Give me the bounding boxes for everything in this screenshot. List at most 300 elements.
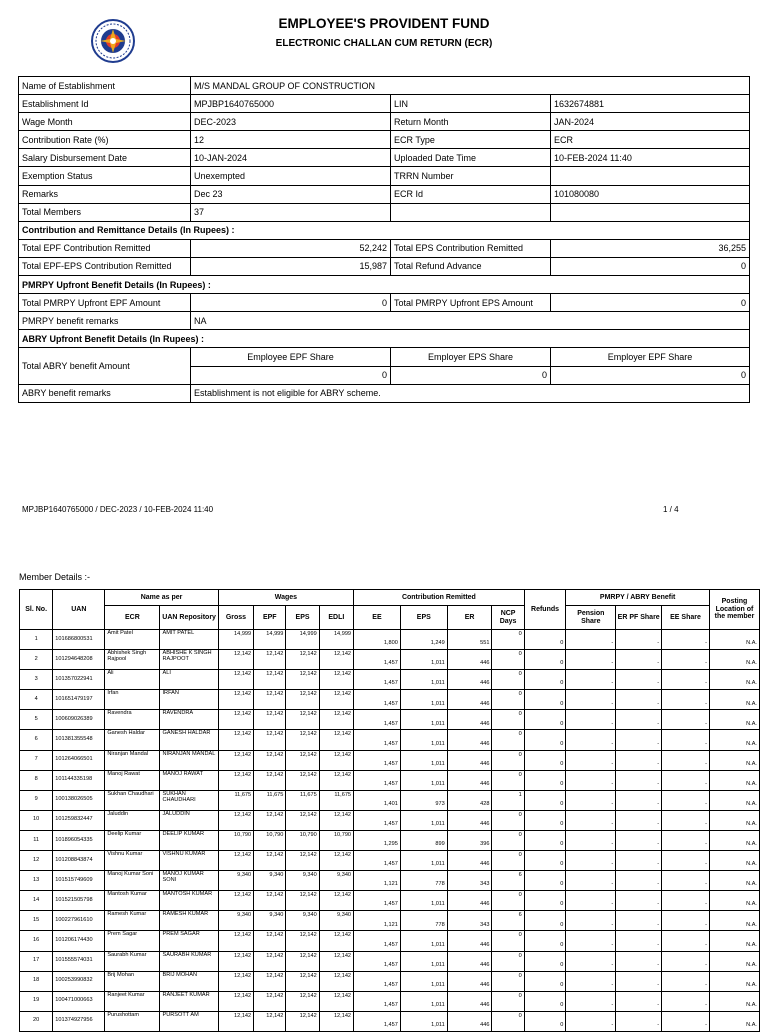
info-label: Exemption Status bbox=[19, 167, 191, 185]
info-label: Establishment Id bbox=[19, 95, 191, 113]
col-ee-share: EE Share bbox=[662, 606, 710, 630]
er-pf-share-cell: - bbox=[616, 810, 662, 830]
er-pf-share-cell: - bbox=[616, 991, 662, 1011]
info-row bbox=[19, 294, 750, 312]
epf-wage-cell: 12,142 bbox=[254, 851, 286, 871]
uan-repo-name-cell: RAMESH KUMAR bbox=[160, 911, 218, 931]
posting-location-cell: N.A. bbox=[709, 871, 759, 891]
gross-wage-cell: 9,340 bbox=[218, 911, 253, 931]
table-row bbox=[20, 871, 760, 891]
er-contribution-cell: 446 bbox=[447, 770, 492, 790]
ecr-name-cell: Ranjeet Kumar bbox=[105, 991, 160, 1011]
gross-wage-cell: 10,790 bbox=[218, 830, 253, 850]
gross-wage-cell: 12,142 bbox=[218, 971, 253, 991]
ee-share-cell: - bbox=[662, 630, 710, 650]
epf-wage-cell: 12,142 bbox=[254, 971, 286, 991]
ncp-days-cell: 0 bbox=[492, 630, 524, 650]
refunds-cell: 0 bbox=[524, 810, 566, 830]
ncp-days-cell: 0 bbox=[492, 690, 524, 710]
ee-share-cell: - bbox=[662, 911, 710, 931]
posting-location-cell: N.A. bbox=[709, 991, 759, 1011]
info-label: Total EPF-EPS Contribution Remitted bbox=[19, 257, 191, 275]
info-label: Total Refund Advance bbox=[391, 257, 551, 275]
uan-repo-name-cell: SAURABH KUMAR bbox=[160, 951, 218, 971]
table-row bbox=[20, 1011, 760, 1031]
pension-share-cell: - bbox=[566, 871, 616, 891]
uan-repo-name-cell: MANOJ KUMAR SONI bbox=[160, 871, 218, 891]
col-eps-contribution: EPS bbox=[400, 606, 447, 630]
refunds-cell: 0 bbox=[524, 871, 566, 891]
epf-eps-remitted: 15,987 bbox=[191, 257, 391, 275]
eps-contribution-cell: 1,011 bbox=[400, 770, 447, 790]
table-row bbox=[20, 650, 760, 670]
eps-wage-cell: 12,142 bbox=[286, 650, 319, 670]
sl-no-cell: 7 bbox=[20, 750, 53, 770]
info-row bbox=[19, 131, 750, 149]
ecr-name-cell: Manoj Kumar Soni bbox=[105, 871, 160, 891]
refunds-cell: 0 bbox=[524, 830, 566, 850]
edli-wage-cell: 14,999 bbox=[319, 630, 353, 650]
col-er: ER bbox=[447, 606, 492, 630]
ee-share-cell: - bbox=[662, 931, 710, 951]
er-pf-share-cell: - bbox=[616, 951, 662, 971]
uan-cell: 101357022941 bbox=[53, 670, 105, 690]
uan-cell: 101374927956 bbox=[53, 1011, 105, 1031]
col-pension-share: Pension Share bbox=[566, 606, 616, 630]
eps-wage-cell: 12,142 bbox=[286, 670, 319, 690]
gross-wage-cell: 12,142 bbox=[218, 690, 253, 710]
edli-wage-cell: 12,142 bbox=[319, 851, 353, 871]
pension-share-cell: - bbox=[566, 730, 616, 750]
ee-contribution-cell: 1,295 bbox=[354, 830, 401, 850]
ecr-name-cell: Brij Mohan bbox=[105, 971, 160, 991]
ncp-days-cell: 0 bbox=[492, 991, 524, 1011]
er-contribution-cell: 446 bbox=[447, 1011, 492, 1031]
gross-wage-cell: 12,142 bbox=[218, 750, 253, 770]
sl-no-cell: 4 bbox=[20, 690, 53, 710]
er-pf-share-cell: - bbox=[616, 670, 662, 690]
pension-share-cell: - bbox=[566, 951, 616, 971]
lin-value: 1632674881 bbox=[551, 95, 750, 113]
info-label: Uploaded Date Time bbox=[391, 149, 551, 167]
ecr-name-cell: Ramesh Kumar bbox=[105, 911, 160, 931]
establishment-info-table bbox=[18, 76, 750, 403]
epf-wage-cell: 12,142 bbox=[254, 710, 286, 730]
ee-share-cell: - bbox=[662, 690, 710, 710]
header-row bbox=[20, 590, 760, 606]
info-label: TRRN Number bbox=[391, 167, 551, 185]
edli-wage-cell: 11,675 bbox=[319, 790, 353, 810]
sl-no-cell: 9 bbox=[20, 790, 53, 810]
ee-share-cell: - bbox=[662, 750, 710, 770]
pension-share-cell: - bbox=[566, 810, 616, 830]
epf-wage-cell: 12,142 bbox=[254, 931, 286, 951]
eps-wage-cell: 12,142 bbox=[286, 810, 319, 830]
eps-contribution-cell: 1,011 bbox=[400, 650, 447, 670]
table-row bbox=[20, 971, 760, 991]
refunds-cell: 0 bbox=[524, 650, 566, 670]
er-contribution-cell: 446 bbox=[447, 951, 492, 971]
er-contribution-cell: 446 bbox=[447, 991, 492, 1011]
info-row bbox=[19, 257, 750, 275]
ee-contribution-cell: 1,457 bbox=[354, 1011, 401, 1031]
ecr-name-cell: Deelip Kumar bbox=[105, 830, 160, 850]
er-pf-share-cell: - bbox=[616, 770, 662, 790]
gross-wage-cell: 12,142 bbox=[218, 810, 253, 830]
col-ee: EE bbox=[354, 606, 401, 630]
er-contribution-cell: 446 bbox=[447, 931, 492, 951]
epf-wage-cell: 12,142 bbox=[254, 810, 286, 830]
ee-share-cell: - bbox=[662, 810, 710, 830]
pension-share-cell: - bbox=[566, 891, 616, 911]
ncp-days-cell: 0 bbox=[492, 730, 524, 750]
ee-contribution-cell: 1,457 bbox=[354, 770, 401, 790]
uan-cell: 101208843874 bbox=[53, 851, 105, 871]
posting-location-cell: N.A. bbox=[709, 931, 759, 951]
eps-wage-cell: 12,142 bbox=[286, 750, 319, 770]
er-pf-share-cell: - bbox=[616, 871, 662, 891]
gross-wage-cell: 14,999 bbox=[218, 630, 253, 650]
table-row bbox=[20, 951, 760, 971]
table-row bbox=[20, 991, 760, 1011]
uploaded-date: 10-FEB-2024 11:40 bbox=[551, 149, 750, 167]
member-rows bbox=[20, 630, 760, 1032]
eps-wage-cell: 12,142 bbox=[286, 690, 319, 710]
gross-wage-cell: 9,340 bbox=[218, 871, 253, 891]
epf-wage-cell: 11,675 bbox=[254, 790, 286, 810]
gross-wage-cell: 12,142 bbox=[218, 650, 253, 670]
eps-wage-cell: 12,142 bbox=[286, 951, 319, 971]
ee-share-cell: - bbox=[662, 971, 710, 991]
pension-share-cell: - bbox=[566, 1011, 616, 1031]
ncp-days-cell: 0 bbox=[492, 851, 524, 871]
er-pf-share-cell: - bbox=[616, 730, 662, 750]
uan-repo-name-cell: PURSOTT AM bbox=[160, 1011, 218, 1031]
info-label: Remarks bbox=[19, 185, 191, 203]
col-epf: EPF bbox=[254, 606, 286, 630]
ecr-name-cell: Niranjan Mandal bbox=[105, 750, 160, 770]
sl-no-cell: 2 bbox=[20, 650, 53, 670]
ee-share-cell: - bbox=[662, 951, 710, 971]
col-pmrpy: PMRPY / ABRY Benefit bbox=[566, 590, 710, 606]
gross-wage-cell: 12,142 bbox=[218, 991, 253, 1011]
er-contribution-cell: 446 bbox=[447, 670, 492, 690]
section-row bbox=[19, 221, 750, 239]
ecr-name-cell: Saurabh Kumar bbox=[105, 951, 160, 971]
uan-cell: 101206174430 bbox=[53, 931, 105, 951]
pension-share-cell: - bbox=[566, 971, 616, 991]
sl-no-cell: 16 bbox=[20, 931, 53, 951]
ee-contribution-cell: 1,457 bbox=[354, 971, 401, 991]
empty-cell bbox=[391, 203, 551, 221]
col-uan-repo: UAN Repository bbox=[160, 606, 218, 630]
sl-no-cell: 5 bbox=[20, 710, 53, 730]
epf-wage-cell: 12,142 bbox=[254, 650, 286, 670]
posting-location-cell: N.A. bbox=[709, 770, 759, 790]
ncp-days-cell: 0 bbox=[492, 710, 524, 730]
posting-location-cell: N.A. bbox=[709, 851, 759, 871]
ecr-name-cell: Ravendra bbox=[105, 710, 160, 730]
eps-contribution-cell: 1,011 bbox=[400, 730, 447, 750]
ecr-type: ECR bbox=[551, 131, 750, 149]
uan-repo-name-cell: BRIJ MOHAN bbox=[160, 971, 218, 991]
sl-no-cell: 8 bbox=[20, 770, 53, 790]
empty-cell bbox=[551, 203, 750, 221]
uan-repo-name-cell: JALUDDIN bbox=[160, 810, 218, 830]
er-pf-share-cell: - bbox=[616, 790, 662, 810]
uan-cell: 100227961610 bbox=[53, 911, 105, 931]
refunds-cell: 0 bbox=[524, 1011, 566, 1031]
er-pf-share-cell: - bbox=[616, 911, 662, 931]
gross-wage-cell: 11,675 bbox=[218, 790, 253, 810]
posting-location-cell: N.A. bbox=[709, 650, 759, 670]
edli-wage-cell: 12,142 bbox=[319, 891, 353, 911]
ecr-name-cell: Ali bbox=[105, 670, 160, 690]
pension-share-cell: - bbox=[566, 830, 616, 850]
er-pf-share-cell: - bbox=[616, 710, 662, 730]
ncp-days-cell: 6 bbox=[492, 911, 524, 931]
col-uan: UAN bbox=[53, 590, 105, 630]
table-row bbox=[20, 931, 760, 951]
ee-contribution-cell: 1,457 bbox=[354, 951, 401, 971]
edli-wage-cell: 12,142 bbox=[319, 1011, 353, 1031]
eps-contribution-cell: 778 bbox=[400, 911, 447, 931]
ecr-name-cell: Abhishek Singh Rajpool bbox=[105, 650, 160, 670]
er-contribution-cell: 446 bbox=[447, 810, 492, 830]
ee-share-cell: - bbox=[662, 670, 710, 690]
sl-no-cell: 12 bbox=[20, 851, 53, 871]
epf-wage-cell: 12,142 bbox=[254, 951, 286, 971]
edli-wage-cell: 12,142 bbox=[319, 770, 353, 790]
uan-cell: 101515749609 bbox=[53, 871, 105, 891]
eps-contribution-cell: 1,011 bbox=[400, 951, 447, 971]
epf-wage-cell: 12,142 bbox=[254, 1011, 286, 1031]
table-row bbox=[20, 630, 760, 650]
info-label: Total EPF Contribution Remitted bbox=[19, 239, 191, 257]
posting-location-cell: N.A. bbox=[709, 951, 759, 971]
ee-contribution-cell: 1,457 bbox=[354, 750, 401, 770]
ee-share-cell: - bbox=[662, 710, 710, 730]
table-row bbox=[20, 790, 760, 810]
eps-contribution-cell: 1,011 bbox=[400, 810, 447, 830]
eps-wage-cell: 12,142 bbox=[286, 1011, 319, 1031]
refunds-cell: 0 bbox=[524, 630, 566, 650]
er-contribution-cell: 396 bbox=[447, 830, 492, 850]
ncp-days-cell: 0 bbox=[492, 810, 524, 830]
uan-cell: 101144335198 bbox=[53, 770, 105, 790]
er-contribution-cell: 446 bbox=[447, 971, 492, 991]
eps-contribution-cell: 1,011 bbox=[400, 891, 447, 911]
epf-wage-cell: 12,142 bbox=[254, 891, 286, 911]
epf-wage-cell: 12,142 bbox=[254, 750, 286, 770]
pension-share-cell: - bbox=[566, 750, 616, 770]
eps-contribution-cell: 1,011 bbox=[400, 971, 447, 991]
ncp-days-cell: 0 bbox=[492, 951, 524, 971]
ee-contribution-cell: 1,457 bbox=[354, 650, 401, 670]
eps-contribution-cell: 1,011 bbox=[400, 670, 447, 690]
refunds-cell: 0 bbox=[524, 670, 566, 690]
er-contribution-cell: 428 bbox=[447, 790, 492, 810]
uan-cell: 101294648208 bbox=[53, 650, 105, 670]
refunds-cell: 0 bbox=[524, 891, 566, 911]
info-row bbox=[19, 149, 750, 167]
edli-wage-cell: 12,142 bbox=[319, 750, 353, 770]
er-pf-share-cell: - bbox=[616, 891, 662, 911]
salary-date: 10-JAN-2024 bbox=[191, 149, 391, 167]
eps-wage-cell: 11,675 bbox=[286, 790, 319, 810]
uan-cell: 101896054335 bbox=[53, 830, 105, 850]
exemption-status: Unexempted bbox=[191, 167, 391, 185]
ee-contribution-cell: 1,800 bbox=[354, 630, 401, 650]
member-details-title: Member Details :- bbox=[19, 572, 91, 582]
edli-wage-cell: 12,142 bbox=[319, 971, 353, 991]
eps-wage-cell: 9,340 bbox=[286, 911, 319, 931]
eps-wage-cell: 12,142 bbox=[286, 730, 319, 750]
info-row bbox=[19, 239, 750, 257]
page-number: 1 / 4 bbox=[663, 505, 679, 514]
info-row bbox=[19, 77, 750, 95]
info-label: ECR Id bbox=[391, 185, 551, 203]
posting-location-cell: N.A. bbox=[709, 971, 759, 991]
info-row bbox=[19, 167, 750, 185]
epf-wage-cell: 12,142 bbox=[254, 991, 286, 1011]
info-row bbox=[19, 384, 750, 402]
info-row bbox=[19, 95, 750, 113]
posting-location-cell: N.A. bbox=[709, 911, 759, 931]
pmrpy-remarks: NA bbox=[191, 312, 750, 330]
ee-share-cell: - bbox=[662, 770, 710, 790]
uan-cell: 100138026505 bbox=[53, 790, 105, 810]
document-header bbox=[0, 0, 768, 70]
uan-cell: 101381355548 bbox=[53, 730, 105, 750]
col-edli: EDLI bbox=[319, 606, 353, 630]
sl-no-cell: 19 bbox=[20, 991, 53, 1011]
table-row bbox=[20, 830, 760, 850]
pension-share-cell: - bbox=[566, 911, 616, 931]
eps-contribution-cell: 1,011 bbox=[400, 991, 447, 1011]
sl-no-cell: 20 bbox=[20, 1011, 53, 1031]
info-row bbox=[19, 312, 750, 330]
pmrpy-epf-amount: 0 bbox=[191, 294, 391, 312]
ncp-days-cell: 0 bbox=[492, 770, 524, 790]
col-eps: EPS bbox=[286, 606, 319, 630]
abry-er-eps-value: 0 bbox=[391, 366, 551, 384]
info-label: LIN bbox=[391, 95, 551, 113]
trrn-value bbox=[551, 167, 750, 185]
col-contribution: Contribution Remitted bbox=[354, 590, 525, 606]
ecr-name-cell: Irfan bbox=[105, 690, 160, 710]
ee-contribution-cell: 1,457 bbox=[354, 851, 401, 871]
uan-repo-name-cell: SUKHAN CHAUDHARI bbox=[160, 790, 218, 810]
table-row bbox=[20, 810, 760, 830]
info-label: PMRPY benefit remarks bbox=[19, 312, 191, 330]
ee-share-cell: - bbox=[662, 871, 710, 891]
ee-contribution-cell: 1,121 bbox=[354, 911, 401, 931]
ee-share-cell: - bbox=[662, 790, 710, 810]
refunds-cell: 0 bbox=[524, 951, 566, 971]
er-pf-share-cell: - bbox=[616, 750, 662, 770]
eps-contribution-cell: 1,249 bbox=[400, 630, 447, 650]
pension-share-cell: - bbox=[566, 650, 616, 670]
pension-share-cell: - bbox=[566, 630, 616, 650]
table-row bbox=[20, 770, 760, 790]
eps-wage-cell: 12,142 bbox=[286, 931, 319, 951]
er-contribution-cell: 446 bbox=[447, 891, 492, 911]
ee-share-cell: - bbox=[662, 730, 710, 750]
refunds-cell: 0 bbox=[524, 730, 566, 750]
refunds-cell: 0 bbox=[524, 790, 566, 810]
ee-share-cell: - bbox=[662, 650, 710, 670]
gross-wage-cell: 12,142 bbox=[218, 730, 253, 750]
info-label: Name of Establishment bbox=[19, 77, 191, 95]
er-contribution-cell: 446 bbox=[447, 710, 492, 730]
posting-location-cell: N.A. bbox=[709, 891, 759, 911]
eps-contribution-cell: 1,011 bbox=[400, 851, 447, 871]
info-label: ECR Type bbox=[391, 131, 551, 149]
posting-location-cell: N.A. bbox=[709, 790, 759, 810]
eps-wage-cell: 10,790 bbox=[286, 830, 319, 850]
sl-no-cell: 13 bbox=[20, 871, 53, 891]
edli-wage-cell: 12,142 bbox=[319, 650, 353, 670]
sl-no-cell: 1 bbox=[20, 630, 53, 650]
info-label: Wage Month bbox=[19, 113, 191, 131]
abry-er-epf-value: 0 bbox=[551, 366, 750, 384]
uan-cell: 101686800531 bbox=[53, 630, 105, 650]
pension-share-cell: - bbox=[566, 670, 616, 690]
ee-contribution-cell: 1,457 bbox=[354, 810, 401, 830]
er-contribution-cell: 343 bbox=[447, 911, 492, 931]
edli-wage-cell: 12,142 bbox=[319, 710, 353, 730]
col-er-pf-share: ER PF Share bbox=[616, 606, 662, 630]
epf-wage-cell: 9,340 bbox=[254, 871, 286, 891]
ecr-name-cell: Manoj Rawat bbox=[105, 770, 160, 790]
refunds-cell: 0 bbox=[524, 750, 566, 770]
header-row bbox=[20, 606, 760, 630]
ncp-days-cell: 0 bbox=[492, 1011, 524, 1031]
gross-wage-cell: 12,142 bbox=[218, 951, 253, 971]
info-label: Total PMRPY Upfront EPF Amount bbox=[19, 294, 191, 312]
uan-cell: 100609026389 bbox=[53, 710, 105, 730]
sl-no-cell: 17 bbox=[20, 951, 53, 971]
sl-no-cell: 18 bbox=[20, 971, 53, 991]
er-pf-share-cell: - bbox=[616, 690, 662, 710]
er-pf-share-cell: - bbox=[616, 971, 662, 991]
info-label: Contribution Rate (%) bbox=[19, 131, 191, 149]
ee-share-cell: - bbox=[662, 851, 710, 871]
info-row bbox=[19, 185, 750, 203]
er-pf-share-cell: - bbox=[616, 931, 662, 951]
sl-no-cell: 3 bbox=[20, 670, 53, 690]
sl-no-cell: 11 bbox=[20, 830, 53, 850]
ee-share-cell: - bbox=[662, 991, 710, 1011]
info-row bbox=[19, 348, 750, 366]
uan-repo-name-cell: GANESH HALDAR bbox=[160, 730, 218, 750]
er-pf-share-cell: - bbox=[616, 851, 662, 871]
table-row bbox=[20, 891, 760, 911]
ncp-days-cell: 0 bbox=[492, 830, 524, 850]
establishment-name: M/S MANDAL GROUP OF CONSTRUCTION bbox=[191, 77, 750, 95]
uan-repo-name-cell: VISHNU KUMAR bbox=[160, 851, 218, 871]
ee-contribution-cell: 1,401 bbox=[354, 790, 401, 810]
epf-wage-cell: 9,340 bbox=[254, 911, 286, 931]
uan-repo-name-cell: MANOJ RAWAT bbox=[160, 770, 218, 790]
edli-wage-cell: 12,142 bbox=[319, 991, 353, 1011]
pension-share-cell: - bbox=[566, 690, 616, 710]
refunds-cell: 0 bbox=[524, 770, 566, 790]
eps-contribution-cell: 1,011 bbox=[400, 690, 447, 710]
er-pf-share-cell: - bbox=[616, 650, 662, 670]
edli-wage-cell: 10,790 bbox=[319, 830, 353, 850]
